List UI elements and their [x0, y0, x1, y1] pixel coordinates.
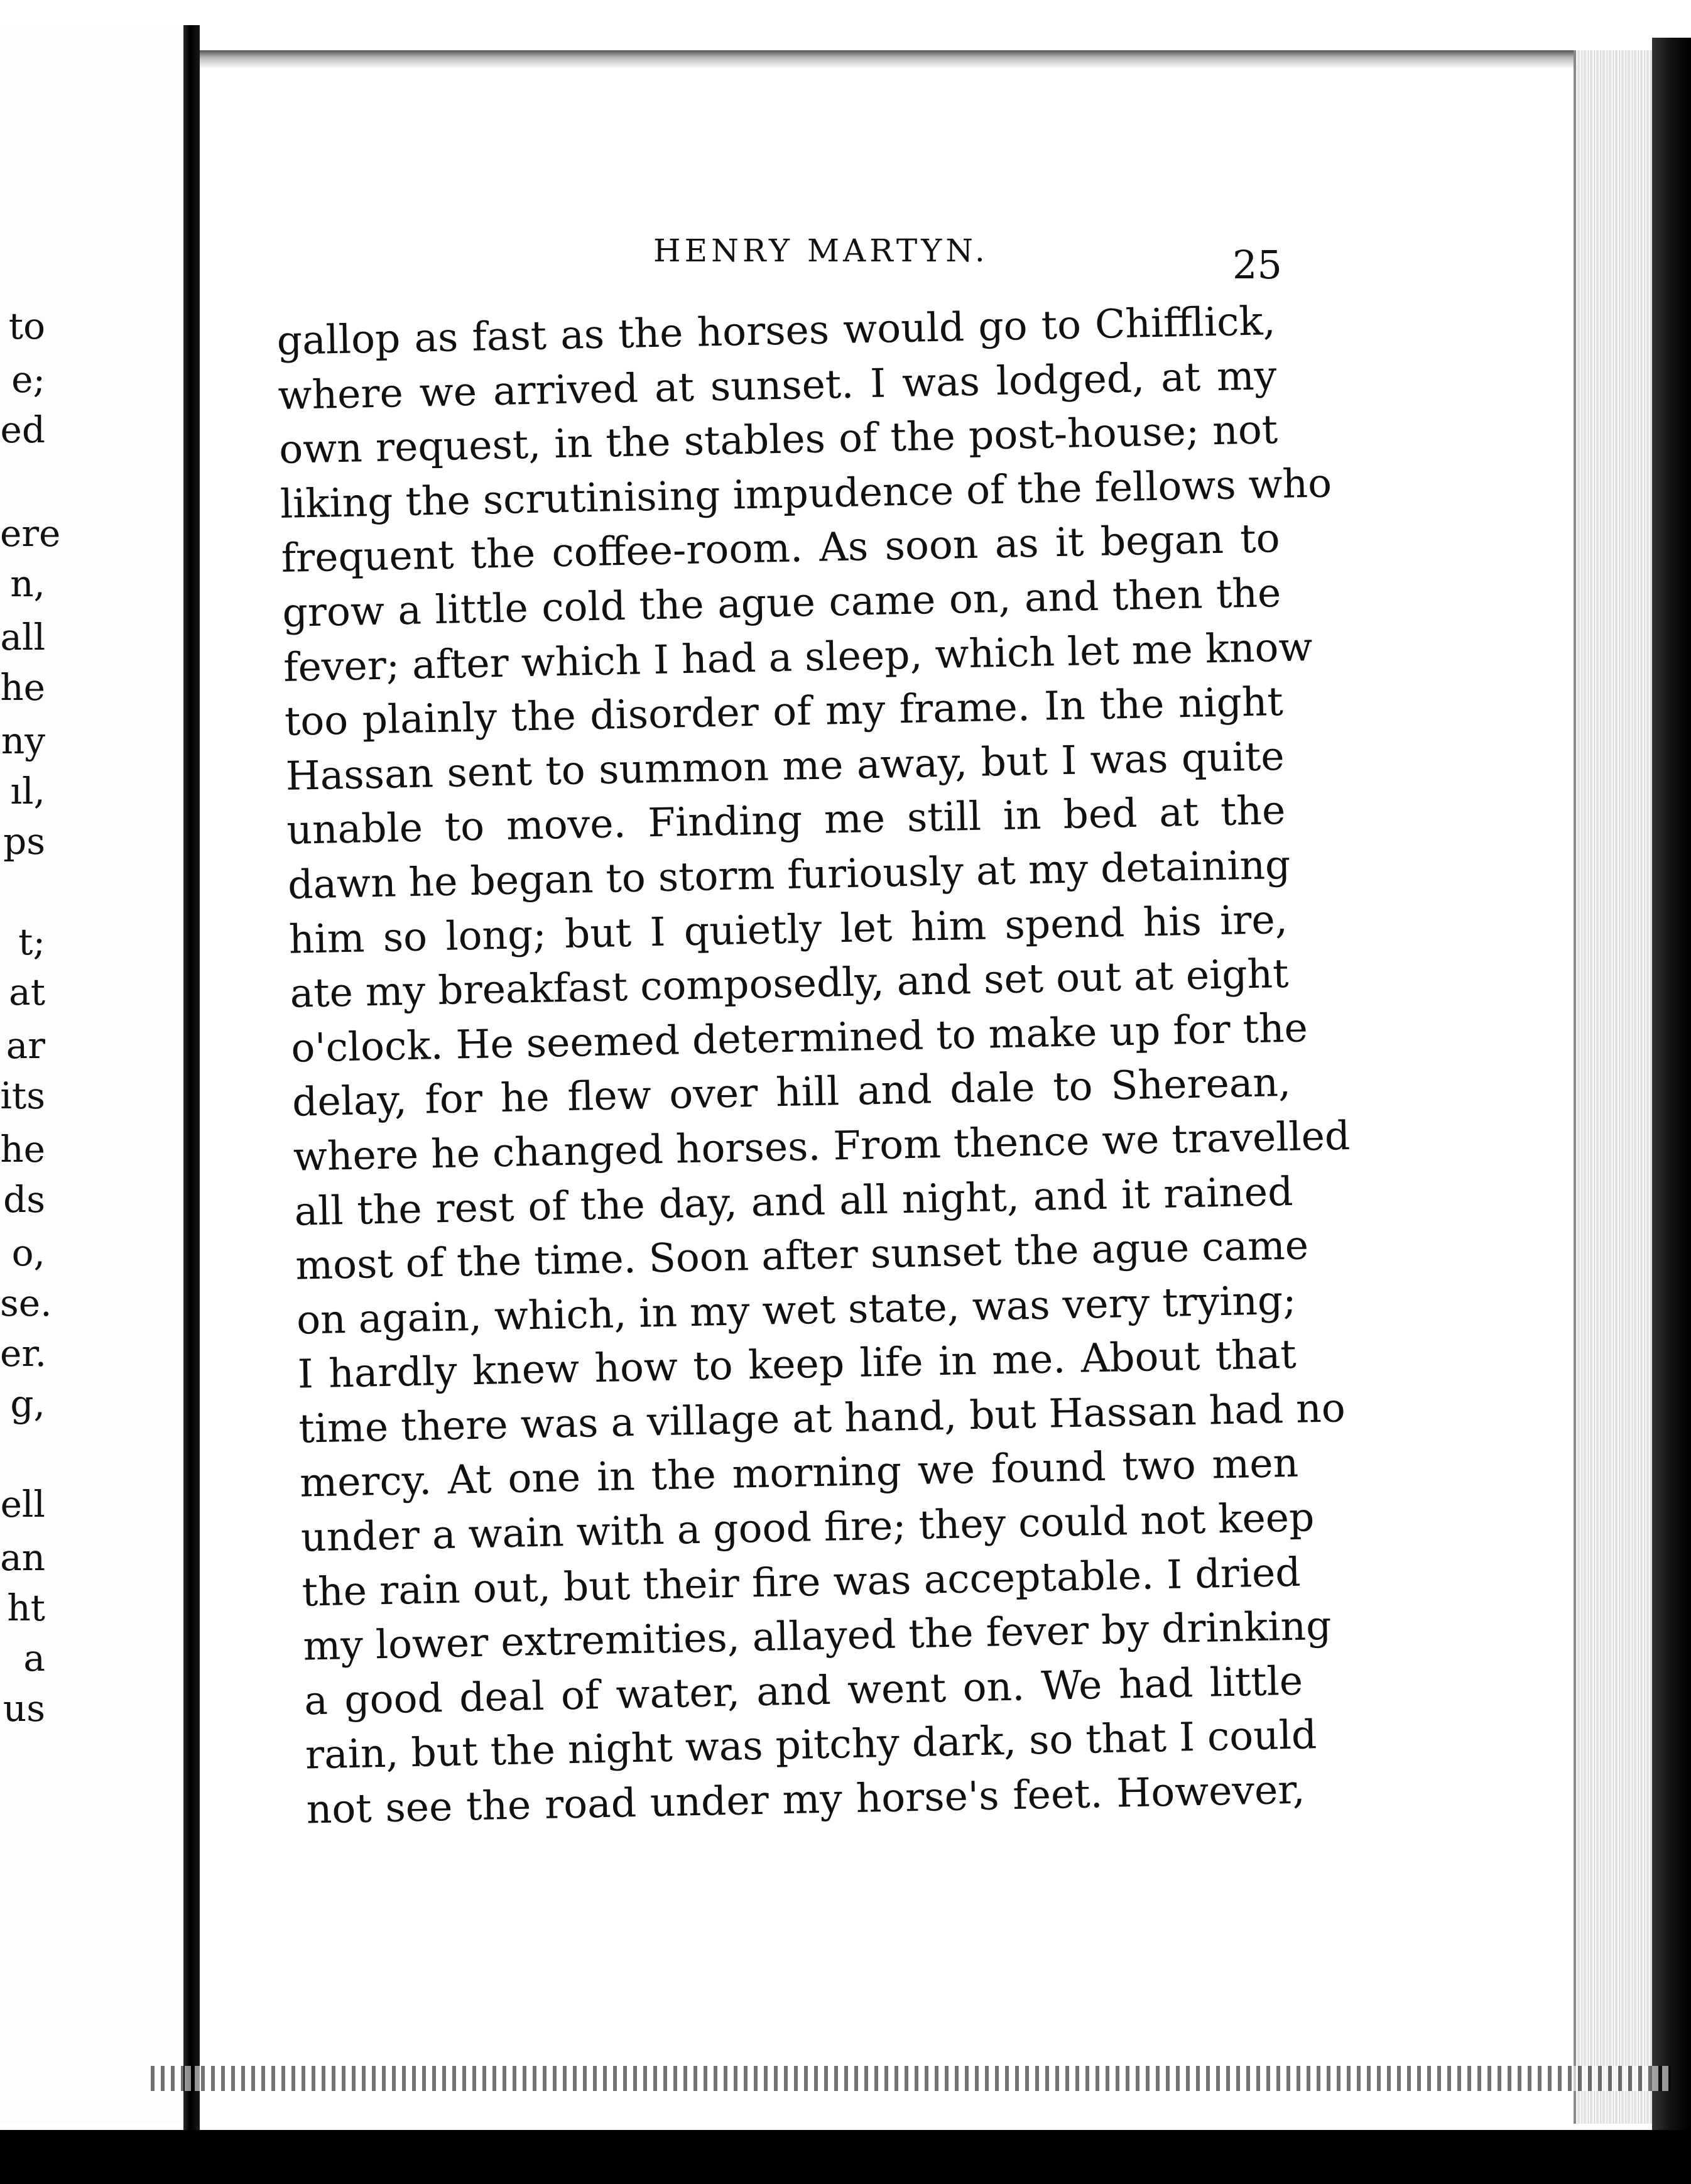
running-header: HENRY MARTYN.: [653, 232, 989, 269]
previous-page-fragment: ed: [0, 408, 45, 451]
previous-page-fragment: e;: [11, 358, 45, 401]
text-line: on again, which, in my wet state, was very trying;: [296, 1277, 1297, 1343]
text-line: liking the scrutinising impudence of the fellows who: [280, 460, 1332, 527]
text-line: too plainly the disorder of my frame. In the night: [284, 679, 1284, 745]
scan-background: [0, 2130, 1691, 2184]
previous-page-fragment: ell: [0, 1483, 45, 1526]
body-text: [276, 294, 1351, 1837]
previous-page-fragment: se.: [0, 1282, 52, 1324]
previous-page-fragment: ds: [3, 1178, 45, 1221]
previous-page-fragment: ıl,: [10, 770, 45, 812]
text-line: fever; after which I had a sleep, which let me know: [283, 623, 1313, 691]
book-cover-edge: [1652, 38, 1691, 2130]
previous-page-fragment: at: [9, 971, 45, 1013]
text-line: where we arrived at sunset. I was lodged, at my: [277, 352, 1278, 418]
previous-page-fragment: its: [0, 1074, 45, 1117]
previous-page-fragment: g,: [10, 1382, 45, 1425]
previous-page-fragment: n,: [10, 562, 45, 605]
previous-page-fragment: us: [3, 1687, 45, 1730]
text-line: the rain out, but their fire was acceptable. I dried: [302, 1549, 1302, 1615]
text-line: mercy. At one in the morning we found two men: [299, 1440, 1299, 1507]
text-line: delay, for he flew over hill and dale to Sherean,: [291, 1059, 1291, 1126]
text-line: my lower extremities, allayed the fever by drinking: [302, 1602, 1332, 1669]
text-line: o'clock. He seemed determined to make up for the: [290, 1005, 1308, 1071]
page-number: 25: [1232, 242, 1282, 288]
text-line: him so long; but I quietly let him spend his ire,: [288, 896, 1288, 963]
previous-page-fragment: ere: [0, 512, 61, 555]
text-line: ate my breakfast composedly, and set out at eight: [289, 951, 1290, 1017]
text-line: most of the time. Soon after sunset the ague came: [295, 1222, 1309, 1289]
previous-page-fragment: ny: [1, 719, 45, 762]
previous-page-fragment: he: [0, 1128, 45, 1171]
previous-page-fragment: a: [23, 1637, 45, 1679]
text-line: Hassan sent to summon me away, but I was quite: [285, 733, 1285, 799]
text-line: all the rest of the day, and all night, and it rained: [293, 1168, 1294, 1235]
text-line: frequent the coffee-room. As soon as it began to: [281, 515, 1281, 582]
previous-page-fragment: an: [0, 1536, 45, 1579]
text-line: under a wain with a good fire; they could not keep: [300, 1494, 1315, 1561]
previous-page-fragment: to: [8, 305, 45, 347]
text-line: own request, in the stables of the post-house; not: [278, 407, 1278, 473]
previous-page-fragment: o,: [11, 1231, 45, 1274]
book-gutter: [183, 25, 200, 2130]
previous-page-fragment: t;: [18, 920, 45, 963]
previous-page-fragment: all: [0, 616, 45, 658]
text-line: where he changed horses. From thence we travelled: [293, 1112, 1351, 1180]
page-top-edge: [200, 50, 1663, 69]
previous-page-fragment: ar: [6, 1024, 45, 1067]
previous-page-fragment: ht: [7, 1586, 45, 1629]
text-line: dawn he began to storm furiously at my detaining: [287, 841, 1291, 908]
page-bottom-edge: [151, 2066, 1671, 2091]
text-line: I hardly knew how to keep life in me. About that: [297, 1331, 1297, 1397]
text-line: grow a little cold the ague came on, and then the: [281, 569, 1281, 636]
text-line: time there was a village at hand, but Hassan had no: [298, 1385, 1346, 1452]
text-line: gallop as fast as the horses would go to Chifflick,: [276, 298, 1276, 364]
text-line: not see the road under my horse's feet. However,: [306, 1766, 1306, 1833]
previous-page-fragment: he: [0, 666, 45, 709]
previous-page-fragment: ps: [3, 820, 45, 863]
text-line: a good deal of water, and went on. We had little: [303, 1657, 1303, 1724]
text-line: unable to move. Finding me still in bed at the: [286, 787, 1286, 854]
previous-page-fragment: er.: [0, 1332, 47, 1375]
text-line: rain, but the night was pitchy dark, so that I could: [305, 1712, 1317, 1778]
